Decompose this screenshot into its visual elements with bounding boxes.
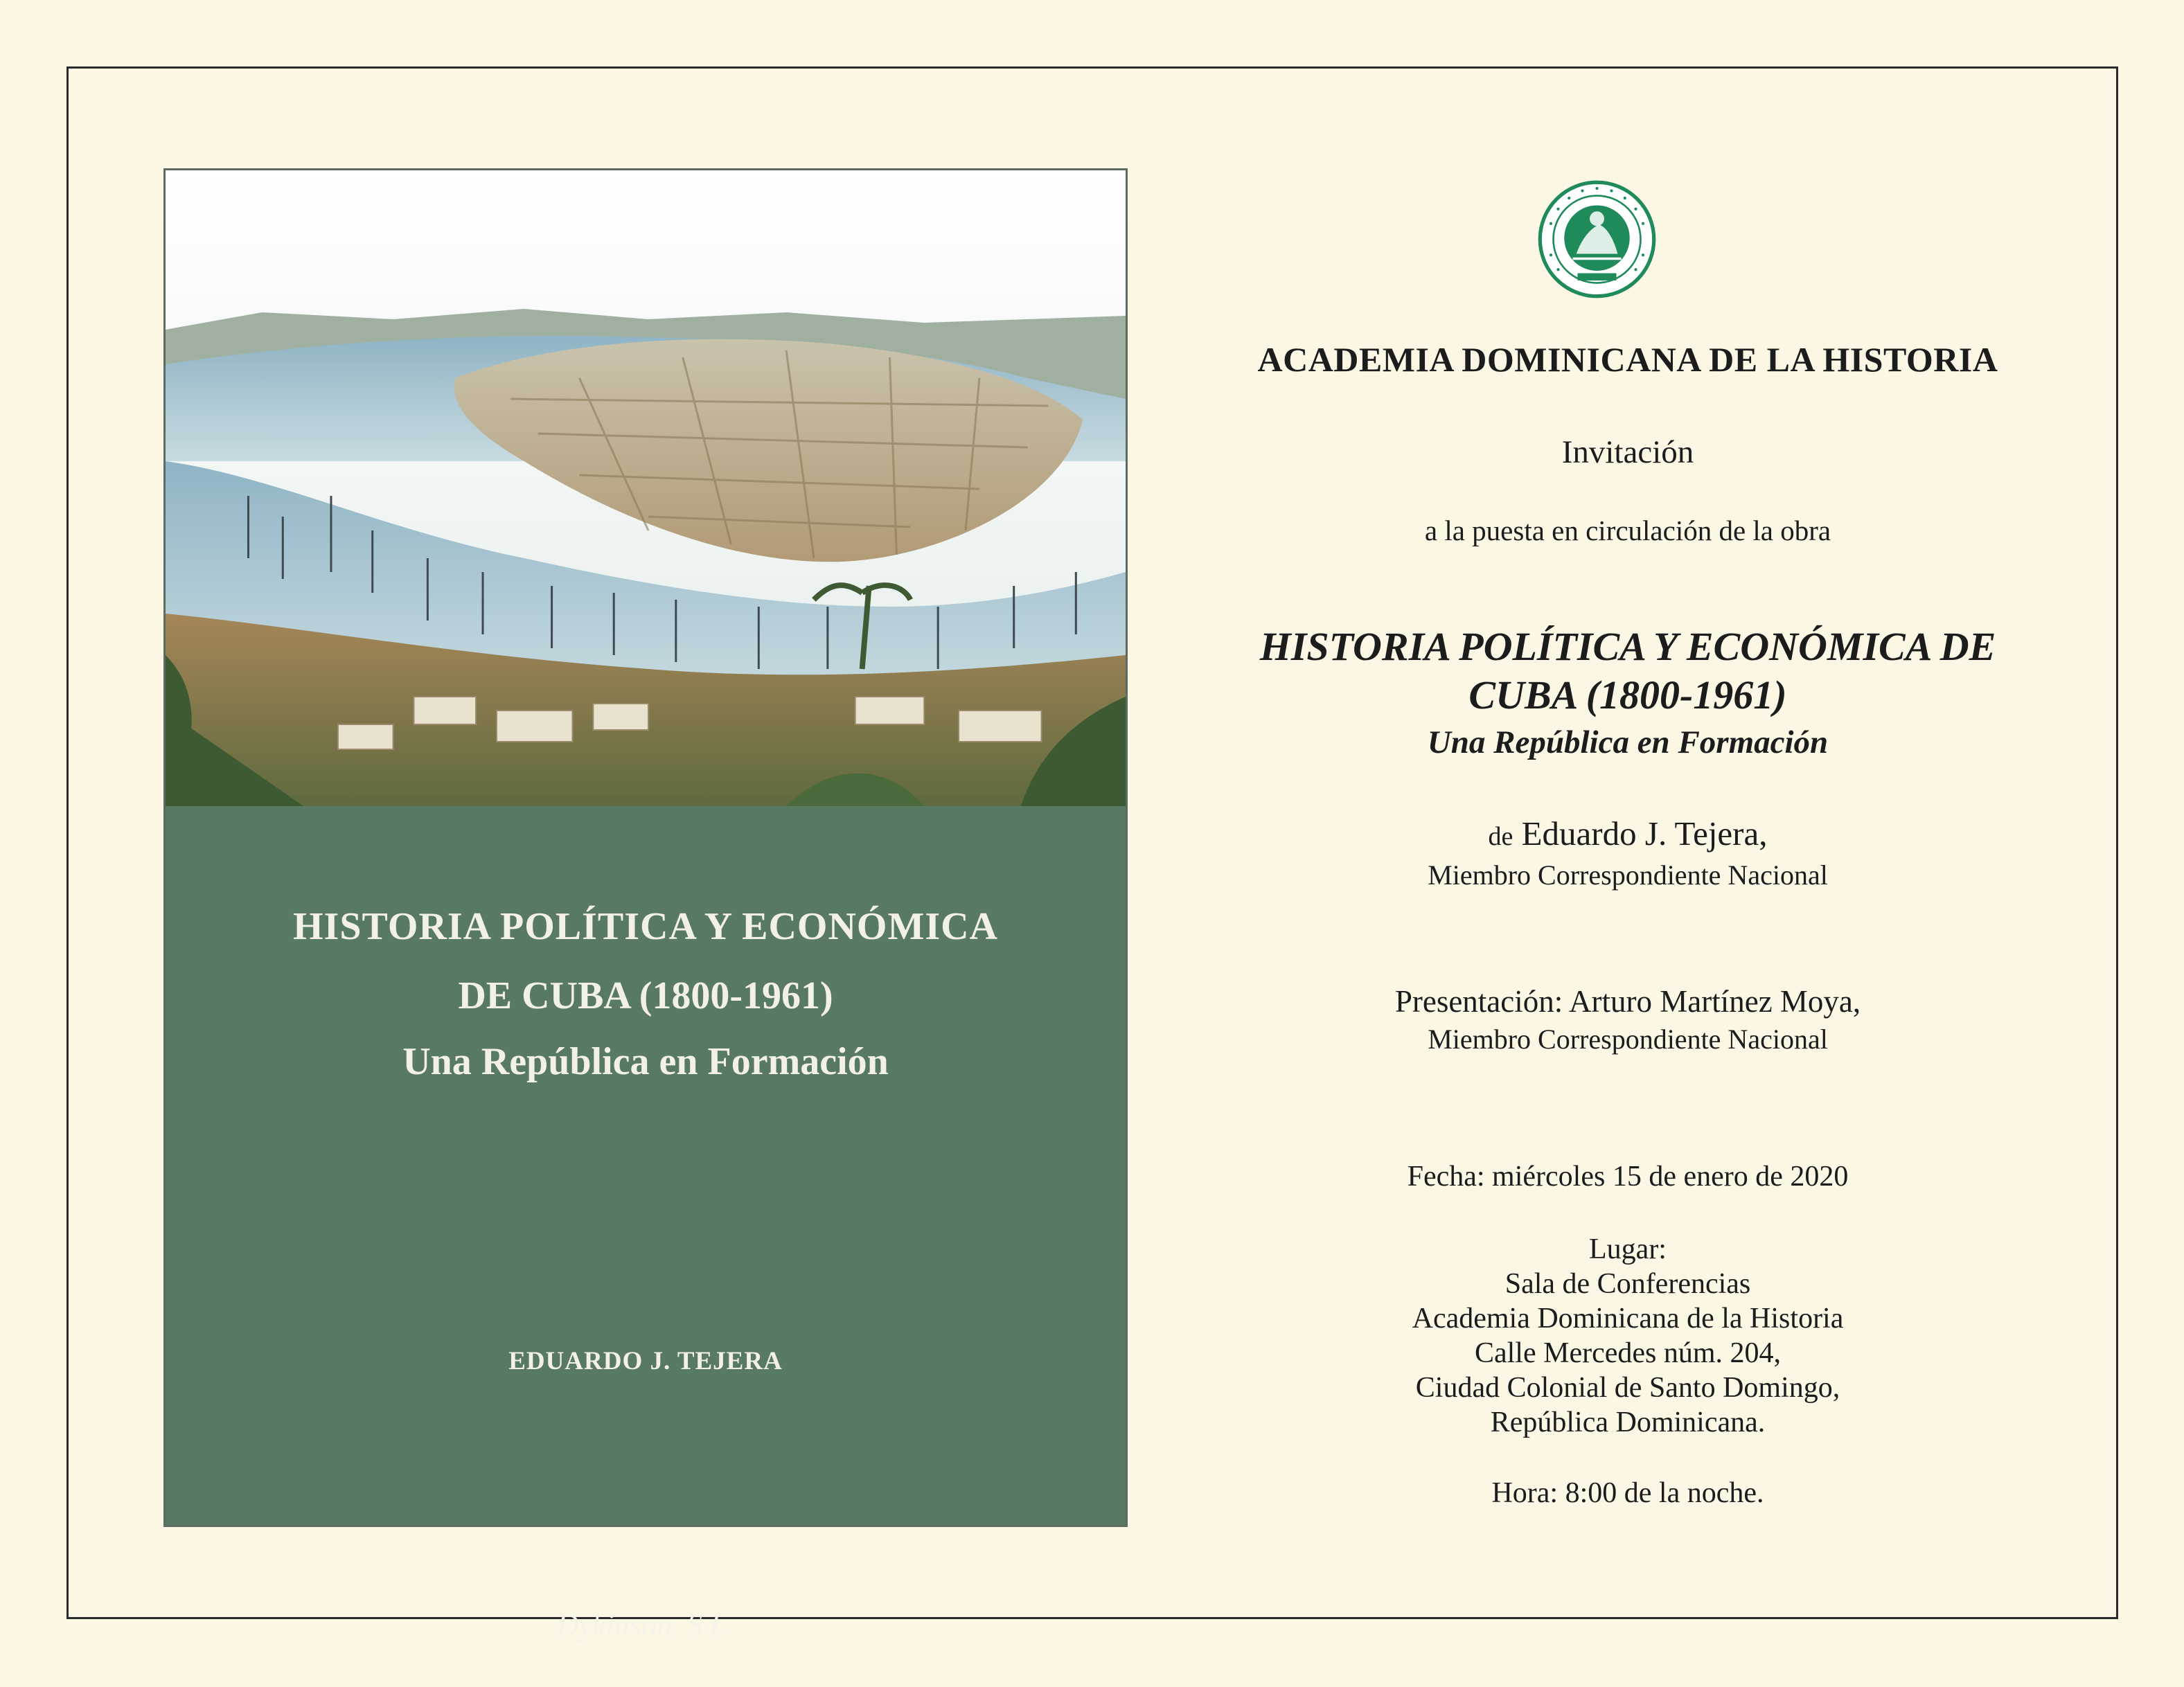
cover-title-line2: DE CUBA (1800-1961) — [458, 974, 833, 1017]
book-subtitle: Una República en Formación — [1427, 724, 1829, 760]
event-place-line: Ciudad Colonial de Santo Domingo, — [1415, 1372, 1840, 1404]
event-place-line: Academia Dominicana de la Historia — [1412, 1303, 1844, 1335]
cover-author: EDUARDO J. TEJERA — [508, 1347, 783, 1375]
event-place-line: República Dominicana. — [1490, 1407, 1766, 1438]
cover-publisher: Dykinson, S.L. — [556, 1608, 735, 1642]
event-place-line: Sala de Conferencias — [1504, 1268, 1751, 1300]
presentation-line: Presentación: Arturo Martínez Moya, — [1394, 984, 1861, 1019]
cover-title-line1: HISTORIA POLÍTICA Y ECONÓMICA — [293, 905, 998, 948]
book-title-line1: HISTORIA POLÍTICA Y ECONÓMICA DE — [1259, 624, 1996, 669]
author-name: Eduardo J. Tejera, — [1521, 814, 1768, 853]
event-place-line: Calle Mercedes núm. 204, — [1474, 1337, 1782, 1369]
author-line — [1191, 814, 2064, 853]
event-time: Hora: 8:00 de la noche. — [1491, 1477, 1764, 1509]
book-title-line2: CUBA (1800-1961) — [1468, 672, 1787, 717]
invitation-heading: Invitación — [1561, 434, 1694, 470]
organization-name: ACADEMIA DOMINICANA DE LA HISTORIA — [1257, 340, 1998, 379]
book-cover — [163, 168, 1128, 1642]
presenter-role: Miembro Correspondiente Nacional — [1428, 1024, 1828, 1055]
author-prefix: de — [1488, 822, 1513, 851]
event-date: Fecha: miércoles 15 de enero de 2020 — [1407, 1161, 1849, 1193]
event-place-label: Lugar: — [1589, 1233, 1667, 1265]
cover-subtitle: Una República en Formación — [402, 1040, 889, 1083]
invitation-intro: a la puesta en circulación de la obra — [1424, 515, 1831, 546]
cover-harbor-painting — [166, 170, 1126, 806]
author-role: Miembro Correspondiente Nacional — [1428, 859, 1828, 891]
academy-seal-icon — [1536, 179, 1658, 300]
